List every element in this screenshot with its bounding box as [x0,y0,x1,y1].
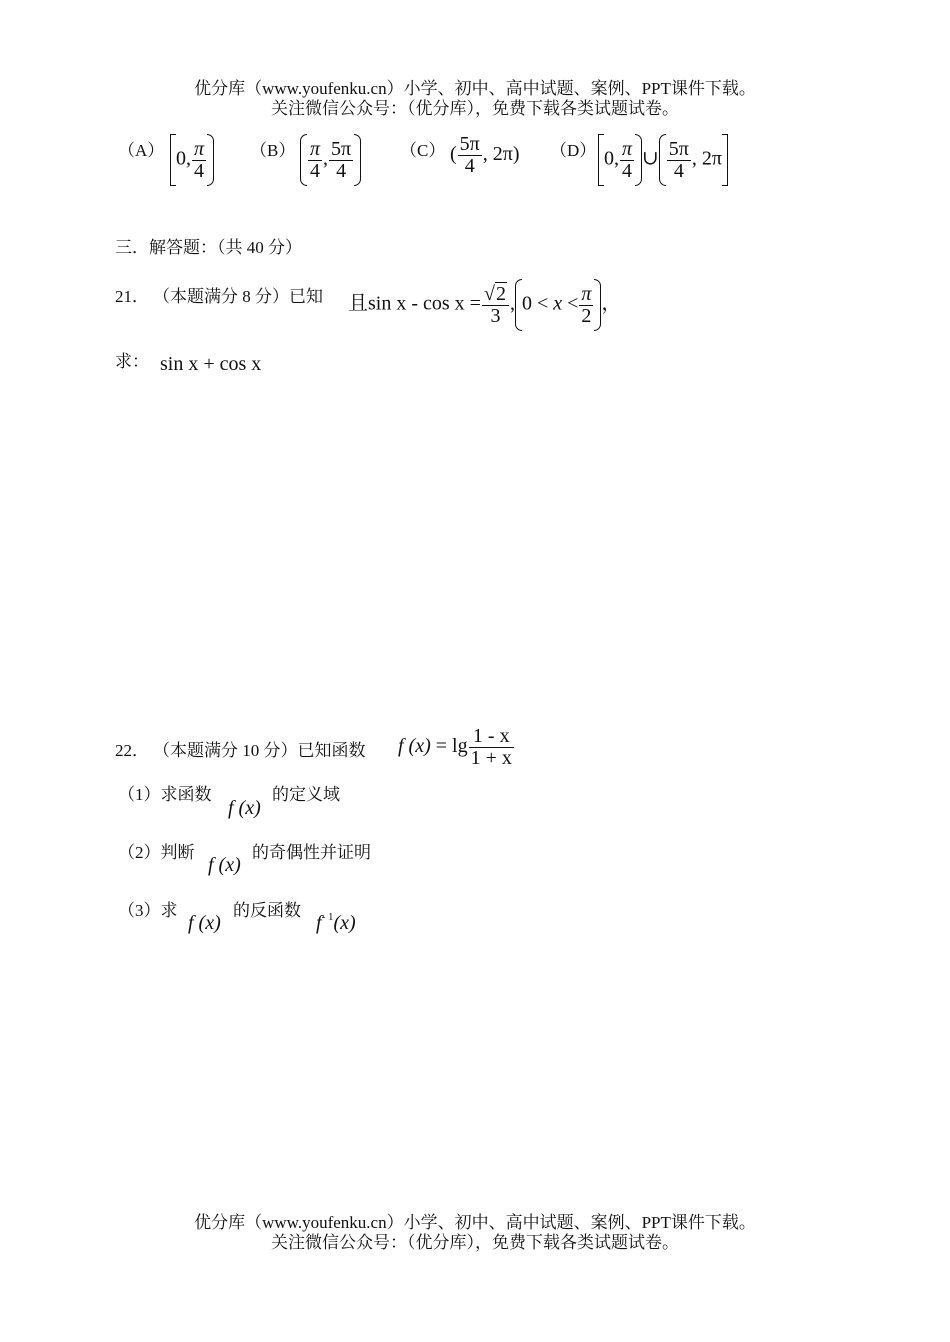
q22-part3-mid: 的反函数 [233,901,301,920]
fraction: $\frac{5\pi}{4}$ [668,137,689,182]
right-paren [354,134,361,186]
q22-part3-fx: f (x) [188,912,221,934]
fraction: $\frac{\pi}{4}$ [310,137,321,182]
header-line-1: 优分库（www.youfenku.cn）小学、初中、高中试题、案例、PPT课件下载。 [194,79,756,98]
q21-number: 21． [115,287,149,306]
option-d-interval: 0, $\frac{\pi}{4}$ ∪ $\frac{5\pi}{4}$ , 2π [598,134,728,186]
q22-part2-label: （2）判断 [118,843,195,862]
option-b-label: （B） [250,141,296,160]
q21-ask: 求： [115,352,149,371]
fraction: $\frac{\pi}{4}$ [622,137,633,182]
q22-part1-label: （1）求函数 [118,785,212,804]
fraction: $\frac{√2}{3}$ [482,284,509,327]
left-paren [515,279,522,331]
q22-part2-tail: 的奇偶性并证明 [252,843,371,862]
q22-formula: f (x) = lg $\frac{1 - x}{1 + x}$ [398,725,512,769]
option-c-interval: ( $\frac{5\pi}{4}$ , 2π) [450,133,520,177]
union-symbol: ∪ [642,147,659,170]
right-bracket [722,134,728,186]
fraction: $\frac{\pi}{2}$ [581,282,592,327]
footer-line-1: 优分库（www.youfenku.cn）小学、初中、高中试题、案例、PPT课件下载。 [194,1213,756,1232]
header-line-2: 关注微信公众号：（优分库），免费下载各类试题试卷。 [271,99,679,118]
footer-line-2: 关注微信公众号：（优分库），免费下载各类试题试卷。 [271,1233,679,1252]
left-paren [300,134,307,186]
q22-part1-tail: 的定义域 [272,785,340,804]
fraction: $\frac{\pi}{4}$ [194,137,205,182]
q21-formula: 且sin x - cos x = $\frac{√2}{3}$ , 0 < x < $\frac{\pi}{2}$ ， [348,279,621,331]
q21-qie: 且 [348,292,368,315]
option-a-label: （A） [118,141,165,160]
option-a-interval: 0, $\frac{\pi}{4}$ [170,134,214,186]
right-paren [207,134,214,186]
sqrt-sign: √2 [483,282,506,305]
q21-ask-expr: sin x + cos x [160,353,262,375]
q21-prefix: （本题满分 8 分）已知 [153,287,323,306]
fraction: $\frac{5\pi}{4}$ [459,133,480,177]
right-paren [635,134,642,186]
option-d-label: （D） [550,141,597,160]
option-c-label: （C） [400,141,446,160]
q22-part3-label: （3）求 [118,901,178,920]
left-paren [659,134,666,186]
q22-prefix: （本题满分 10 分）已知函数 [153,741,366,760]
section-title: 三．解答题：（共 40 分） [115,238,302,257]
q22-finverse: $f^{- 1}(x)$ [316,911,356,934]
fraction: $\frac{5\pi}{4}$ [331,137,352,182]
q22-part1-fx: f (x) [228,797,261,819]
fraction: $\frac{1 - x}{1 + x}$ [470,725,512,769]
q22-part2-fx: f (x) [208,854,241,876]
option-b-interval: $\frac{\pi}{4}$ , $\frac{5\pi}{4}$ [300,134,361,186]
q22-number: 22． [115,741,149,760]
